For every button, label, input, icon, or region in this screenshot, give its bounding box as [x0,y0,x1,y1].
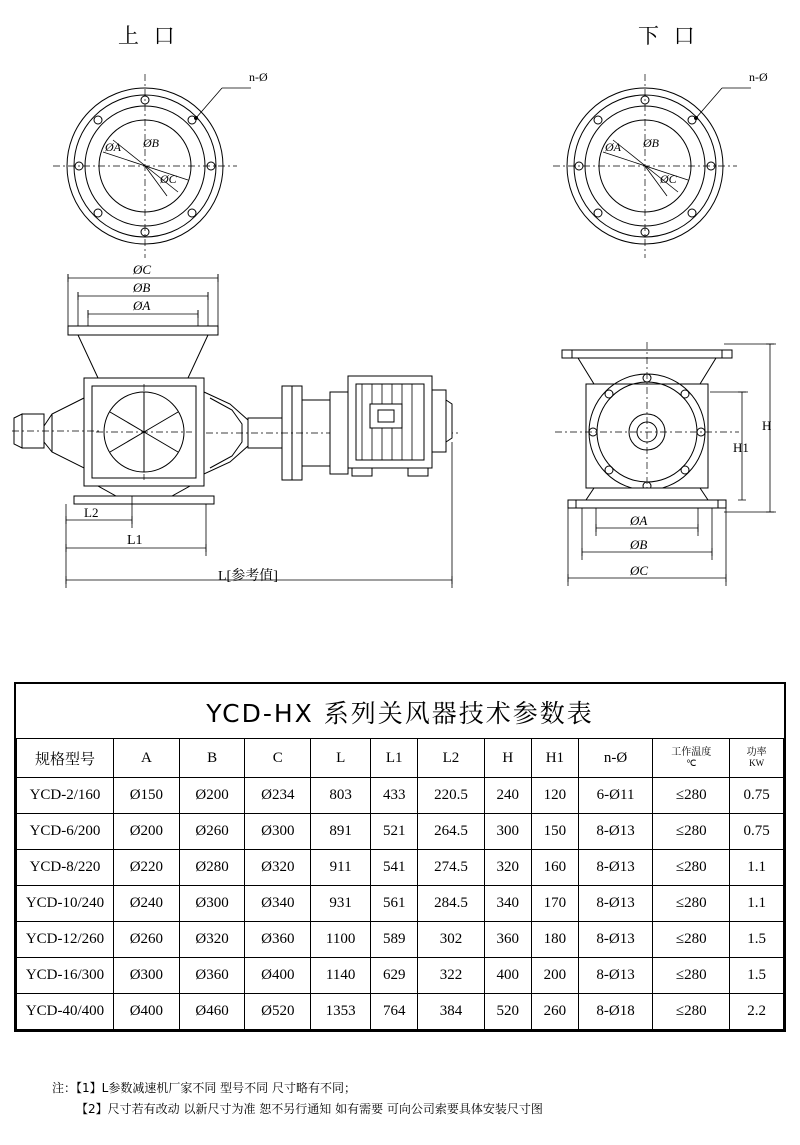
col-header-temp-unit: ℃ [686,757,697,768]
bottom-flange-view [553,74,751,258]
cell-a: Ø260 [114,922,180,958]
top-flange-view [53,74,251,258]
cell-c: Ø520 [245,994,311,1030]
cell-temp: ≤280 [653,958,730,994]
cell-h1: 150 [531,814,578,850]
cell-model: YCD-2/160 [17,778,114,814]
cell-l2: 274.5 [418,850,484,886]
cell-b: Ø300 [179,886,245,922]
label-bottom-n-dia: n-Ø [749,70,768,84]
cell-b: Ø280 [179,850,245,886]
col-header-power [730,739,784,778]
cell-a: Ø300 [114,958,180,994]
table-row [17,850,784,886]
cell-temp: ≤280 [653,994,730,1030]
side-dim-dia-a: ØA [630,513,648,528]
cell-power: 0.75 [730,778,784,814]
cell-c: Ø360 [245,922,311,958]
cell-h: 340 [484,886,531,922]
cell-l2: 384 [418,994,484,1030]
front-dim-dia-b: ØB [133,280,151,295]
cell-l2: 284.5 [418,886,484,922]
col-header-temp [653,739,730,778]
cell-l1: 561 [371,886,418,922]
cell-l: 1100 [311,922,371,958]
cell-b: Ø260 [179,814,245,850]
col-header-l2: L2 [418,739,484,778]
table-header [17,739,784,778]
cell-h1: 170 [531,886,578,922]
cell-b: Ø320 [179,922,245,958]
cell-n-dia: 8-Ø13 [578,922,652,958]
cell-h: 520 [484,994,531,1030]
cell-a: Ø150 [114,778,180,814]
cell-c: Ø400 [245,958,311,994]
cell-n-dia: 8-Ø18 [578,994,652,1030]
cell-power: 1.1 [730,850,784,886]
cell-a: Ø240 [114,886,180,922]
col-header-b: B [179,739,245,778]
cell-l1: 521 [371,814,418,850]
cell-b: Ø200 [179,778,245,814]
cell-c: Ø340 [245,886,311,922]
cell-b: Ø460 [179,994,245,1030]
cell-c: Ø320 [245,850,311,886]
col-header-temp-label: 工作温度 [671,747,712,759]
cell-power: 1.5 [730,922,784,958]
cell-model: YCD-6/200 [17,814,114,850]
table-row [17,814,784,850]
front-dim-dia-a: ØA [133,298,151,313]
front-dim-l1: L1 [127,533,143,548]
table-row [17,886,784,922]
label-bottom-dia-b: ØB [643,136,659,150]
cell-n-dia: 8-Ø13 [578,886,652,922]
cell-a: Ø400 [114,994,180,1030]
cell-l: 1353 [311,994,371,1030]
col-header-power-label: 功率 [746,747,767,759]
cell-l1: 433 [371,778,418,814]
col-header-h: H [484,739,531,778]
cell-temp: ≤280 [653,778,730,814]
side-dim-dia-b: ØB [630,537,648,552]
col-header-n-dia: n-Ø [578,739,652,778]
front-dim-l2: L2 [84,505,99,520]
side-dim-dia-c: ØC [630,563,649,578]
front-dim-dia-c: ØC [133,262,152,277]
cell-power: 1.1 [730,886,784,922]
cell-l2: 322 [418,958,484,994]
table-row [17,922,784,958]
cell-h1: 260 [531,994,578,1030]
cell-h: 240 [484,778,531,814]
cell-temp: ≤280 [653,850,730,886]
cell-temp: ≤280 [653,886,730,922]
cell-temp: ≤280 [653,814,730,850]
col-header-h1: H1 [531,739,578,778]
cell-l2: 302 [418,922,484,958]
cell-l2: 220.5 [418,778,484,814]
cell-model: YCD-12/260 [17,922,114,958]
table-row [17,778,784,814]
spec-table [14,682,786,1032]
cell-l: 891 [311,814,371,850]
cell-power: 2.2 [730,994,784,1030]
label-bottom-dia-a: ØA [605,140,621,154]
cell-b: Ø360 [179,958,245,994]
table-row [17,958,784,994]
col-header-c: C [245,739,311,778]
cell-l: 931 [311,886,371,922]
label-top-dia-a: ØA [105,140,121,154]
spec-table-grid [16,738,784,1030]
cell-c: Ø300 [245,814,311,850]
cell-model: YCD-16/300 [17,958,114,994]
cell-n-dia: 8-Ø13 [578,850,652,886]
side-elevation-view [555,342,776,586]
side-dim-h1: H1 [733,440,749,455]
cell-h: 320 [484,850,531,886]
cell-a: Ø200 [114,814,180,850]
table-header-row [17,739,784,778]
cell-l: 803 [311,778,371,814]
cell-n-dia: 8-Ø13 [578,814,652,850]
cell-n-dia: 6-Ø11 [578,778,652,814]
notes-block [52,1078,543,1120]
col-header-l1: L1 [371,739,418,778]
cell-l1: 541 [371,850,418,886]
cell-c: Ø234 [245,778,311,814]
bottom-view-title: 下 口 [638,24,699,48]
note-line-1: 注：【1】L参数减速机厂家不同 型号不同 尺寸略有不同； [52,1081,356,1095]
cell-a: Ø220 [114,850,180,886]
note-line-2: 【2】尺寸若有改动 以新尺寸为准 恕不另行通知 如有需要 可向公司索要具体安装尺寸图 [76,1102,543,1116]
cell-n-dia: 8-Ø13 [578,958,652,994]
col-header-power-unit: KW [749,757,765,768]
cell-l: 911 [311,850,371,886]
cell-h: 300 [484,814,531,850]
cell-l1: 629 [371,958,418,994]
cell-power: 0.75 [730,814,784,850]
label-top-n-dia: n-Ø [249,70,268,84]
front-dim-l: L[参考值] [218,569,278,584]
cell-h1: 120 [531,778,578,814]
cell-l1: 764 [371,994,418,1030]
cell-h1: 200 [531,958,578,994]
col-header-model: 规格型号 [17,739,114,778]
side-dim-h: H [762,418,772,433]
table-title: YCD-HX 系列关风器技术参数表 [206,699,594,728]
cell-h1: 160 [531,850,578,886]
col-header-l: L [311,739,371,778]
col-header-a: A [114,739,180,778]
cell-l2: 264.5 [418,814,484,850]
cell-l1: 589 [371,922,418,958]
cell-model: YCD-8/220 [17,850,114,886]
cell-h: 400 [484,958,531,994]
cell-h: 360 [484,922,531,958]
top-view-title: 上 口 [118,24,179,48]
cell-model: YCD-40/400 [17,994,114,1030]
cell-model: YCD-10/240 [17,886,114,922]
front-elevation-view [12,274,460,588]
label-top-dia-c: ØC [160,172,177,186]
label-bottom-dia-c: ØC [660,172,677,186]
cell-h1: 180 [531,922,578,958]
cell-power: 1.5 [730,958,784,994]
table-body [17,778,784,1030]
cell-l: 1140 [311,958,371,994]
label-top-dia-b: ØB [143,136,159,150]
table-row [17,994,784,1030]
cell-temp: ≤280 [653,922,730,958]
